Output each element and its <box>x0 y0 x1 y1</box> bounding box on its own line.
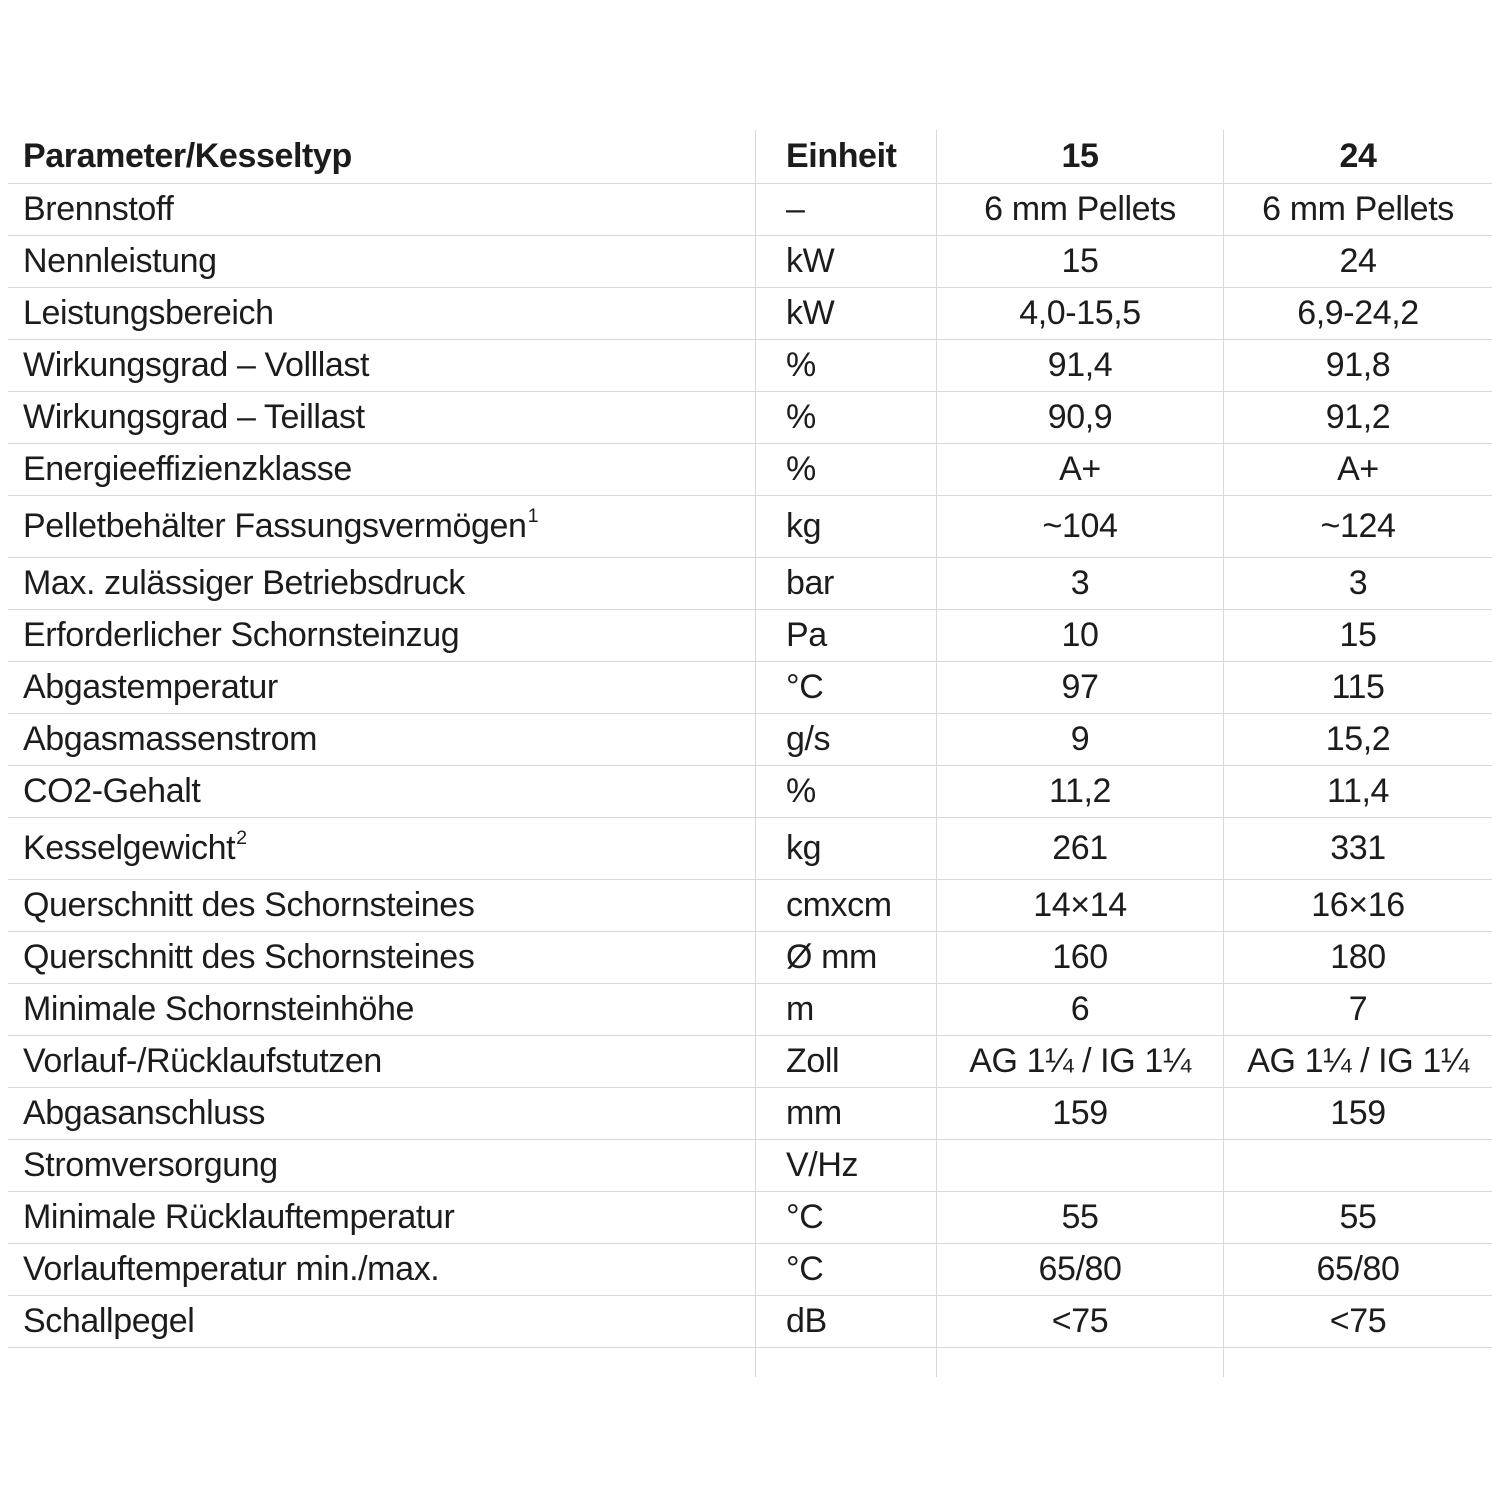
value-cell-15: 4,0-15,5 <box>936 288 1223 339</box>
unit-cell: °C <box>755 1192 936 1243</box>
value-cell-24: 16×16 <box>1223 880 1492 931</box>
parameter-cell <box>8 610 755 661</box>
value-cell-24: 7 <box>1223 984 1492 1035</box>
table-row <box>8 444 1492 496</box>
parameter-cell <box>8 184 755 235</box>
value-cell-15: 9 <box>936 714 1223 765</box>
table-body <box>8 184 1492 1348</box>
parameter-label: Energieeffizienzklasse <box>23 450 352 488</box>
parameter-label: Minimale Schornsteinhöhe <box>23 990 415 1028</box>
value-cell-15: 6 mm Pellets <box>936 184 1223 235</box>
value-cell-15: A+ <box>936 444 1223 495</box>
parameter-label: Nennleistung <box>23 242 217 280</box>
header-unit: Einheit <box>755 130 936 183</box>
unit-cell: °C <box>755 1244 936 1295</box>
value-cell-24: 55 <box>1223 1192 1492 1243</box>
parameter-cell <box>8 288 755 339</box>
unit-cell: cmxcm <box>755 880 936 931</box>
value-cell-15: 97 <box>936 662 1223 713</box>
unit-cell: Ø mm <box>755 932 936 983</box>
unit-cell: kW <box>755 236 936 287</box>
table-row <box>8 1036 1492 1088</box>
value-cell-24: 65/80 <box>1223 1244 1492 1295</box>
table-row <box>8 932 1492 984</box>
parameter-cell <box>8 236 755 287</box>
unit-cell: dB <box>755 1296 936 1347</box>
value-cell-15: 160 <box>936 932 1223 983</box>
unit-cell: Pa <box>755 610 936 661</box>
value-cell-24: 3 <box>1223 558 1492 609</box>
parameter-cell <box>8 558 755 609</box>
table-row <box>8 236 1492 288</box>
value-cell-15: 14×14 <box>936 880 1223 931</box>
parameter-cell <box>8 1244 755 1295</box>
parameter-cell <box>8 880 755 931</box>
header-parameter: Parameter/Kesseltyp <box>23 137 352 175</box>
value-cell-24: AG 1¼ / IG 1¼ <box>1223 1036 1492 1087</box>
table-row-empty <box>8 1348 1492 1377</box>
value-cell-15: 15 <box>936 236 1223 287</box>
unit-cell: kg <box>755 818 936 879</box>
value-cell-15: 55 <box>936 1192 1223 1243</box>
unit-cell: V/Hz <box>755 1140 936 1191</box>
table-row <box>8 766 1492 818</box>
unit-cell: % <box>755 444 936 495</box>
parameter-cell <box>8 714 755 765</box>
value-cell-15: AG 1¼ / IG 1¼ <box>936 1036 1223 1087</box>
table-row <box>8 1140 1492 1192</box>
value-cell-24: 159 <box>1223 1088 1492 1139</box>
value-cell-24: 6 mm Pellets <box>1223 184 1492 235</box>
parameter-cell: Pelletbehälter Fassungsvermögen $^1$ <box>23 504 539 545</box>
value-cell-24-empty <box>1223 1348 1492 1377</box>
value-cell-15: 11,2 <box>936 766 1223 817</box>
value-cell-15: ~104 <box>936 496 1223 557</box>
value-cell-15: 261 <box>936 818 1223 879</box>
parameter-cell <box>8 662 755 713</box>
table-row <box>8 610 1492 662</box>
parameter-label: Abgastemperatur <box>23 668 278 706</box>
table-row <box>8 496 1492 558</box>
parameter-label: Erforderlicher Schornsteinzug <box>23 616 460 654</box>
parameter-label: Abgasanschluss <box>23 1094 265 1132</box>
parameter-label: CO2-Gehalt <box>23 772 201 810</box>
value-cell-15: <75 <box>936 1296 1223 1347</box>
value-cell-24: 24 <box>1223 236 1492 287</box>
value-cell-24: 15 <box>1223 610 1492 661</box>
unit-cell-empty <box>755 1348 936 1377</box>
value-cell-24: 331 <box>1223 818 1492 879</box>
table-row <box>8 392 1492 444</box>
table-row <box>8 818 1492 880</box>
parameter-cell <box>8 1140 755 1191</box>
unit-cell: % <box>755 392 936 443</box>
parameter-cell-empty <box>8 1348 755 1377</box>
table-row <box>8 1244 1492 1296</box>
value-cell-24: 11,4 <box>1223 766 1492 817</box>
header-model-24: 24 <box>1223 130 1492 183</box>
parameter-label: Wirkungsgrad – Volllast <box>23 346 370 384</box>
unit-cell: % <box>755 766 936 817</box>
value-cell-15 <box>936 1140 1223 1191</box>
parameter-cell <box>8 444 755 495</box>
parameter-cell <box>8 766 755 817</box>
unit-cell: Zoll <box>755 1036 936 1087</box>
unit-cell: bar <box>755 558 936 609</box>
parameter-label: Schallpegel <box>23 1302 195 1340</box>
parameter-cell <box>8 340 755 391</box>
value-cell-15: 6 <box>936 984 1223 1035</box>
parameter-cell <box>8 932 755 983</box>
parameter-label: Leistungsbereich <box>23 294 274 332</box>
table-row <box>8 184 1492 236</box>
table-row <box>8 288 1492 340</box>
spec-table <box>8 130 1492 1377</box>
parameter-cell <box>8 1192 755 1243</box>
value-cell-15: 159 <box>936 1088 1223 1139</box>
value-cell-24 <box>1223 1140 1492 1191</box>
value-cell-24: 180 <box>1223 932 1492 983</box>
parameter-label: Wirkungsgrad – Teillast <box>23 398 365 436</box>
parameter-cell <box>8 1088 755 1139</box>
value-cell-15: 3 <box>936 558 1223 609</box>
parameter-label: Vorlauf-/Rücklaufstutzen <box>23 1042 382 1080</box>
unit-cell: – <box>755 184 936 235</box>
value-cell-24: 91,8 <box>1223 340 1492 391</box>
table-row <box>8 340 1492 392</box>
value-cell-24: A+ <box>1223 444 1492 495</box>
parameter-cell <box>8 392 755 443</box>
parameter-label: Vorlauftemperatur min./max. <box>23 1250 440 1288</box>
unit-cell: kg <box>755 496 936 557</box>
unit-cell: kW <box>755 288 936 339</box>
table-row <box>8 1296 1492 1348</box>
value-cell-24: 15,2 <box>1223 714 1492 765</box>
parameter-label: Abgasmassenstrom <box>23 720 318 758</box>
value-cell-24: 6,9-24,2 <box>1223 288 1492 339</box>
parameter-cell <box>8 1296 755 1347</box>
parameter-label: Pelletbehälter Fassungsvermögen <box>23 507 527 545</box>
value-cell-15-empty <box>936 1348 1223 1377</box>
parameter-label: Kesselgewicht <box>23 829 236 867</box>
table-row <box>8 714 1492 766</box>
table-row <box>8 1192 1492 1244</box>
unit-cell: mm <box>755 1088 936 1139</box>
table-row <box>8 558 1492 610</box>
parameter-label: Brennstoff <box>23 190 174 228</box>
table-row <box>8 662 1492 714</box>
parameter-cell: Kesselgewicht $^2$ <box>23 826 247 867</box>
value-cell-24: 115 <box>1223 662 1492 713</box>
table-row <box>8 984 1492 1036</box>
unit-cell: % <box>755 340 936 391</box>
value-cell-24: ~124 <box>1223 496 1492 557</box>
header-model-15: 15 <box>936 130 1223 183</box>
unit-cell: °C <box>755 662 936 713</box>
value-cell-24: <75 <box>1223 1296 1492 1347</box>
parameter-cell <box>8 984 755 1035</box>
table-row <box>8 1088 1492 1140</box>
table-row <box>8 880 1492 932</box>
parameter-label: Stromversorgung <box>23 1146 278 1184</box>
value-cell-15: 10 <box>936 610 1223 661</box>
value-cell-15: 91,4 <box>936 340 1223 391</box>
value-cell-24: 91,2 <box>1223 392 1492 443</box>
unit-cell: g/s <box>755 714 936 765</box>
parameter-label: Querschnitt des Schornsteines <box>23 938 475 976</box>
value-cell-15: 65/80 <box>936 1244 1223 1295</box>
parameter-cell <box>8 1036 755 1087</box>
value-cell-15: 90,9 <box>936 392 1223 443</box>
parameter-label: Max. zulässiger Betriebsdruck <box>23 564 465 602</box>
parameter-label: Minimale Rücklauftemperatur <box>23 1198 455 1236</box>
table-header-row <box>8 130 1492 184</box>
unit-cell: m <box>755 984 936 1035</box>
parameter-label: Querschnitt des Schornsteines <box>23 886 475 924</box>
